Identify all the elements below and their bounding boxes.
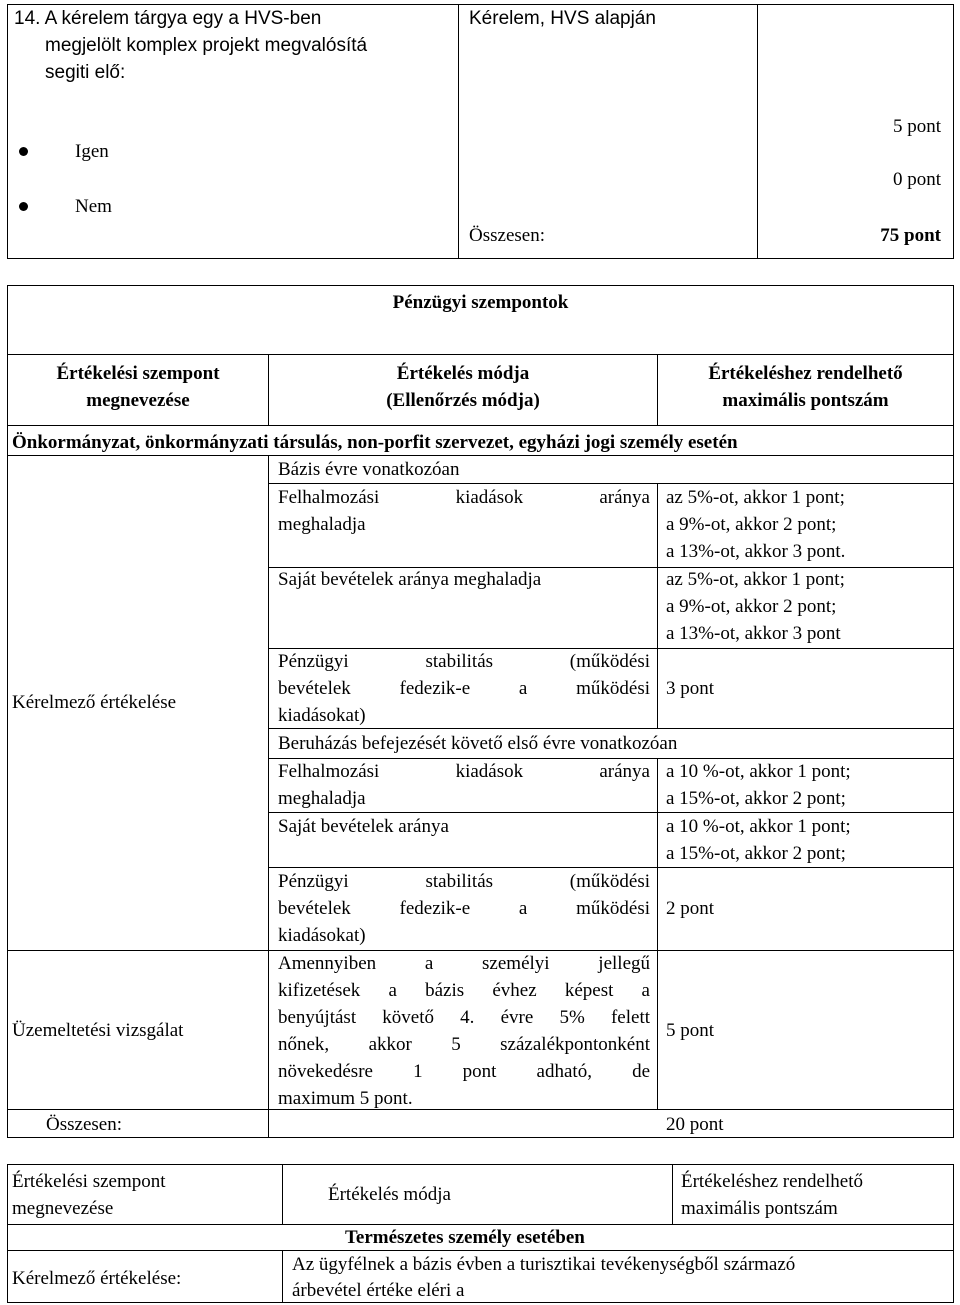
criterion-stabilitas2-line1: Pénzügyi stabilitás (működési	[278, 871, 650, 892]
bullet-icon	[19, 147, 28, 156]
criterion-szemelyi-line2: kifizetések a bázis évhez képest a	[278, 980, 650, 1001]
financial-total-value: 20 pont	[666, 1114, 724, 1135]
criterion-stabilitas-line1: Pénzügyi stabilitás (működési	[278, 651, 650, 672]
header-criterion-line1: Értékelési szempont	[56, 363, 220, 384]
header-max-points-line2: maximális pontszám	[722, 390, 889, 411]
criterion-stabilitas-line2: bevételek fedezik-e a működési	[278, 678, 650, 699]
header-method-line2: (Ellenőrzés módja)	[386, 390, 540, 411]
points-felhalmozasi-line3: a 13%-ot, akkor 3 pont.	[666, 541, 846, 562]
np-row-text-line1: Az ügyfélnek a bázis évben a turisztikai tevékenységből származó	[292, 1254, 796, 1275]
np-row-label: Kérelmező értékelése:	[12, 1268, 182, 1289]
option-igen-label: Igen	[75, 141, 109, 162]
criterion-szemelyi-line4: nőnek, akkor 5 százalékpontonként	[278, 1034, 650, 1055]
points-sajat2-line2: a 15%-ot, akkor 2 pont;	[666, 843, 846, 864]
points-stabilitas2: 2 pont	[666, 898, 715, 919]
criterion-sajat-bevetel: Saját bevételek aránya meghaladja	[278, 569, 542, 590]
header-max-points-line1: Értékeléshez rendelhető	[708, 363, 903, 384]
criterion-szemelyi-line6: maximum 5 pont.	[278, 1088, 413, 1109]
criterion-stabilitas2-line2: bevételek fedezik-e a működési	[278, 898, 650, 919]
after-year-heading: Beruházás befejezését követő első évre vonatkozóan	[278, 733, 678, 754]
group-kerelmezo-label: Kérelmező értékelése	[12, 692, 177, 713]
criterion-szemelyi-line5: növekedésre 1 pont adható, de	[278, 1061, 650, 1082]
points-sajat-line3: a 13%-ot, akkor 3 pont	[666, 623, 841, 644]
financial-subtitle: Önkormányzat, önkormányzati társulás, non-porfit szervezet, egyházi jogi személy esetén	[12, 432, 738, 453]
np-subtitle: Természetes személy esetében	[345, 1227, 585, 1248]
points-stabilitas: 3 pont	[666, 678, 715, 699]
option-igen-points: 5 pont	[892, 116, 941, 137]
criterion-felhalmozasi2-line2: meghaladja	[278, 788, 366, 809]
points-felhalmozasi-line1: az 5%-ot, akkor 1 pont;	[666, 487, 845, 508]
group-uzemeltetesi-label: Üzemeltetési vizsgálat	[12, 1020, 184, 1041]
np-header-max-line1: Értékeléshez rendelhető	[681, 1171, 863, 1192]
points-sajat-line2: a 9%-ot, akkor 2 pont;	[666, 596, 837, 617]
question-line-2: megjelölt komplex projekt megvalósítá	[45, 35, 368, 56]
points-szemelyi: 5 pont	[666, 1020, 715, 1041]
financial-total-label: Összesen:	[46, 1114, 122, 1135]
criterion-felhalmozasi-line1: Felhalmozási kiadások aránya	[278, 487, 650, 508]
question-line-1: 14. A kérelem tárgya egy a HVS-ben	[14, 8, 322, 29]
points-felhalmozasi2-line1: a 10 %-ot, akkor 1 pont;	[666, 761, 851, 782]
np-header-criterion-line2: megnevezése	[12, 1198, 114, 1219]
criterion-sajat2: Saját bevételek aránya	[278, 816, 449, 837]
financial-title: Pénzügyi szempontok	[392, 292, 569, 313]
np-header-method: Értékelés módja	[328, 1184, 451, 1205]
np-header-criterion-line1: Értékelési szempont	[12, 1171, 166, 1192]
section14-total-label: Összesen:	[469, 225, 545, 246]
criterion-felhalmozasi2-line1: Felhalmozási kiadások aránya	[278, 761, 650, 782]
points-sajat-line1: az 5%-ot, akkor 1 pont;	[666, 569, 845, 590]
base-year-heading: Bázis évre vonatkozóan	[278, 459, 460, 480]
np-row-text-line2: árbevétel értéke eléri a	[292, 1280, 465, 1301]
points-felhalmozasi2-line2: a 15%-ot, akkor 2 pont;	[666, 788, 846, 809]
section14-total-value: 75 pont	[880, 225, 941, 246]
section14-method: Kérelem, HVS alapján	[469, 8, 656, 29]
criterion-szemelyi-line3: benyújtást követő 4. évre 5% felett	[278, 1007, 650, 1028]
np-header-max-line2: maximális pontszám	[681, 1198, 838, 1219]
header-criterion-line2: megnevezése	[86, 390, 190, 411]
bullet-icon	[19, 202, 28, 211]
points-felhalmozasi-line2: a 9%-ot, akkor 2 pont;	[666, 514, 837, 535]
option-nem-label: Nem	[75, 196, 112, 217]
points-sajat2-line1: a 10 %-ot, akkor 1 pont;	[666, 816, 851, 837]
criterion-stabilitas2-line3: kiadásokat)	[278, 925, 366, 946]
question-line-3: segiti elő:	[45, 62, 126, 83]
criterion-stabilitas-line3: kiadásokat)	[278, 705, 366, 726]
criterion-felhalmozasi-line2: meghaladja	[278, 514, 366, 535]
header-method-line1: Értékelés módja	[396, 363, 530, 384]
option-nem-points: 0 pont	[892, 169, 941, 190]
criterion-szemelyi-line1: Amennyiben a személyi jellegű	[278, 953, 650, 974]
